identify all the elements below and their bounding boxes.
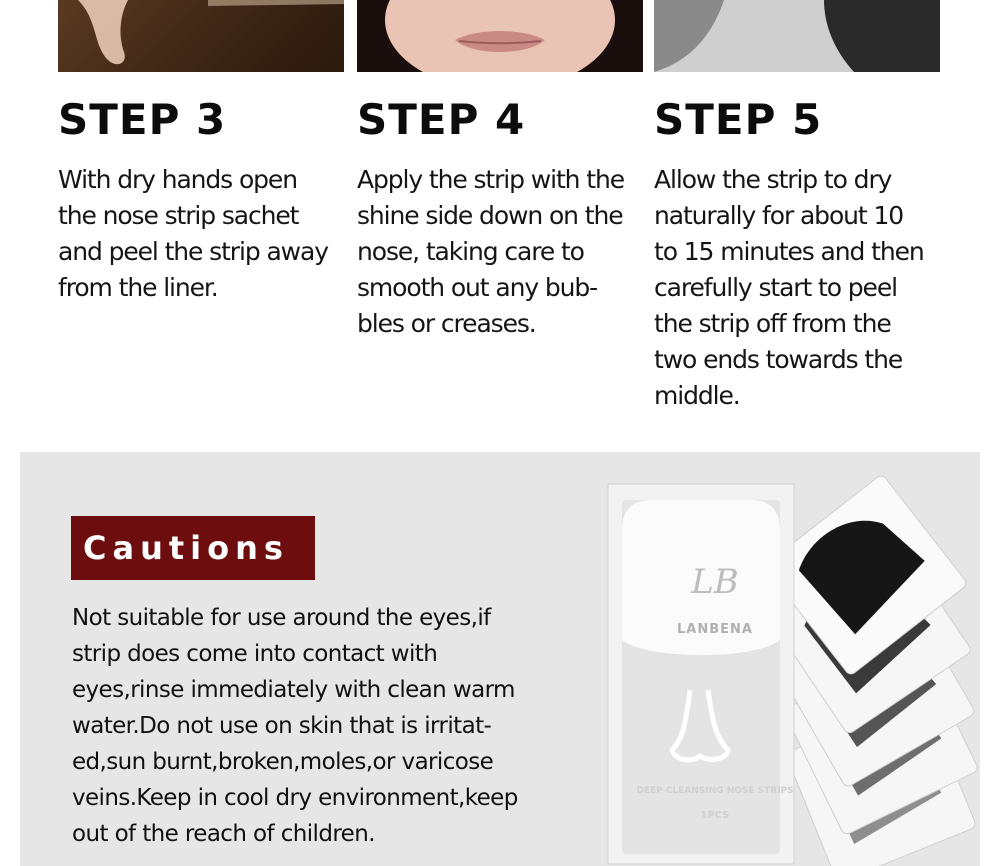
step-4-photo — [357, 0, 643, 72]
step-5-title: STEP 5 — [654, 95, 823, 144]
step-3-photo — [58, 0, 344, 72]
step-5-text: Allow the strip to dry naturally for about 10 to 15 minutes and then carefully start to peel the strip off from the two ends towards the middle. — [654, 165, 924, 410]
step-3-text: With dry hands open the nose strip sachet and peel the strip away from the liner. — [58, 165, 328, 302]
product-count: 1PCS — [700, 810, 730, 821]
cautions-panel — [20, 452, 980, 866]
product-sachet — [608, 484, 794, 864]
step-5-photo — [654, 0, 940, 72]
product-logo: LB — [691, 562, 739, 602]
product-image — [606, 470, 978, 866]
product-brand: LANBENA — [677, 622, 753, 637]
step-3-title: STEP 3 — [58, 95, 227, 144]
step-4-title: STEP 4 — [357, 95, 526, 144]
cautions-heading: Cautions — [71, 516, 315, 580]
product-label: DEEP CLEANSING NOSE STRIPS — [636, 786, 794, 796]
nose-strips-fan — [764, 474, 978, 866]
cautions-text: Not suitable for use around the eyes,if strip does come into contact with eyes,rinse immediately with clean warm water.Do not use on skin that is irritat- ed,sun burnt,broken,moles,or varicose veins.Keep in cool dry environment,keep out of the reach of children. — [72, 605, 518, 847]
step-4-text: Apply the strip with the shine side down on the nose, taking care to smooth out any bub- bles or creases. — [357, 165, 624, 338]
